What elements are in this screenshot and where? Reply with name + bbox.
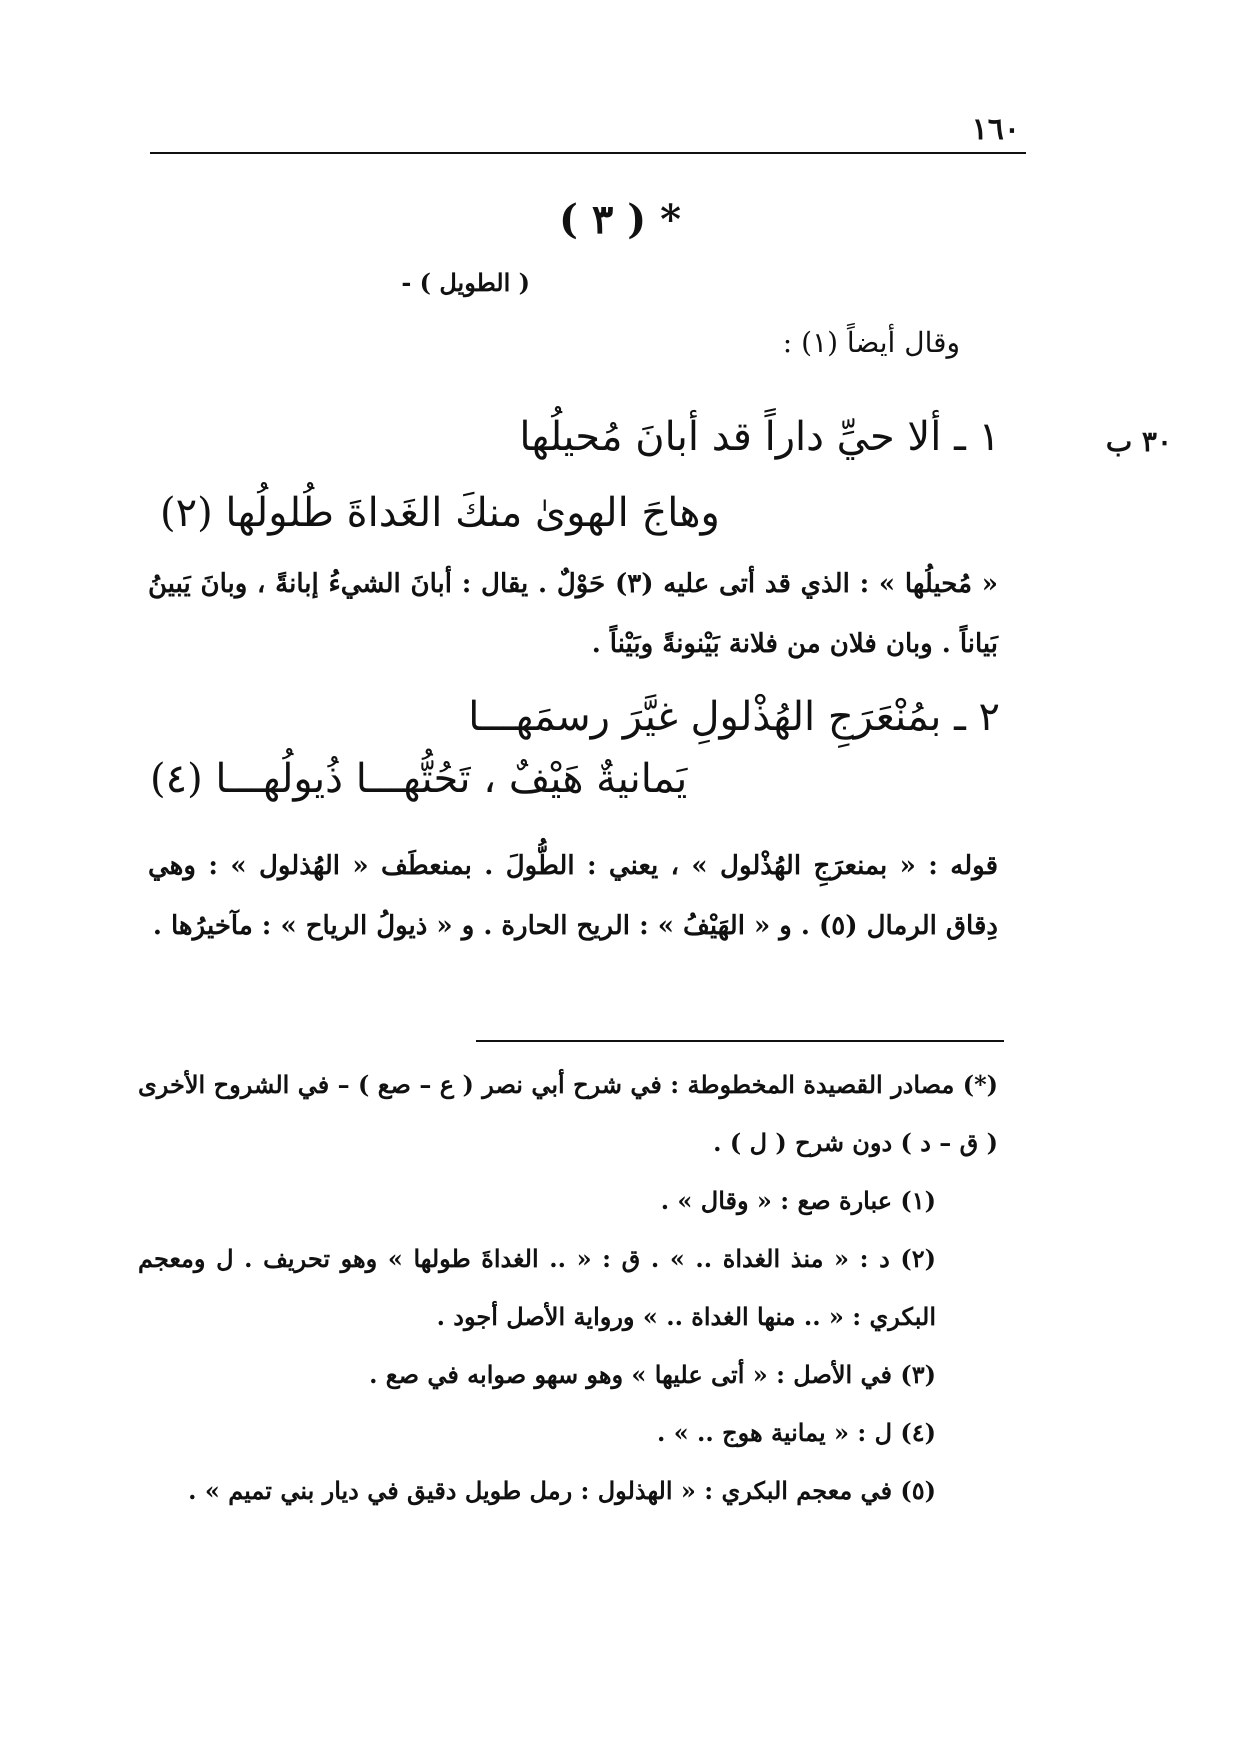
- footnotes: [138, 1056, 998, 1520]
- poem-intro: وقال أيضاً (١) :: [782, 326, 960, 359]
- header-rule: [150, 152, 1026, 154]
- folio-mark: ٣٠ ب: [1105, 425, 1172, 458]
- footnote-rule: [476, 1040, 1004, 1042]
- meter-label: ( الطويل ) -: [401, 268, 530, 297]
- verse-2-second-hemistich: يَمانيةٌ هَيْفٌ ، تَحُتُّهـــا ذُيولُهـــا (٤): [150, 756, 688, 802]
- footnote-3: (٣) في الأصل : « أتى عليها » وهو سهو صوابه في صع .: [369, 1360, 936, 1389]
- verse-1-commentary: « مُحيلُها » : الذي قد أتى عليه (٣) حَوْلٌ . يقال : أبانَ الشيءُ إبانةً ، وبانَ يَبينُ بَياناً . وبان فلان من فلانة بَيْنونةً وبَيْناً .: [148, 569, 999, 659]
- footnote-5: (٥) في معجم البكري : « الهذلول : رمل طويل دقيق في ديار بني تميم » .: [188, 1476, 936, 1505]
- verse-2-first-hemistich: ٢ ـ بمُنْعَرَجِ الهُذْلولِ غيَّرَ رسمَهـــا: [468, 694, 1000, 740]
- footnote-sources: (*) مصادر القصيدة المخطوطة : في شرح أبي نصر ( ع – صع ) – في الشروح الأخرى ( ق – د ) دون شرح ( ل ) .: [138, 1070, 998, 1157]
- page-number: ١٦٠: [971, 112, 1020, 147]
- verse-1-second-hemistich: وهاجَ الهوىٰ منكَ الغَداةَ طُلولُها (٢): [160, 490, 720, 536]
- verse-2-commentary: قوله : « بمنعرَجِ الهُذْلول » ، يعني : الطُّولَ . بمنعطَف « الهُذلول » : وهي دِقاق الرمال (٥) . و « الهَيْفُ » : الريح الحارة . و « ذيولُ الرياح » : مآخيرُها .: [148, 851, 998, 941]
- footnote-1: (١) عبارة صع : « وقال » .: [660, 1186, 936, 1215]
- footnote-2: (٢) د : « منذ الغداة .. » . ق : « .. الغداةَ طولها » وهو تحريف . ل ومعجم البكري : « .. منها الغداة .. » ورواية الأصل أجود .: [138, 1244, 936, 1331]
- footnote-4: (٤) ل : « يمانية هوج .. » .: [656, 1418, 936, 1447]
- poem-number: * ( ٣ ): [558, 196, 682, 243]
- verse-1-first-hemistich: ١ ـ ألا حيِّ داراً قد أبانَ مُحيلُها: [519, 414, 1000, 460]
